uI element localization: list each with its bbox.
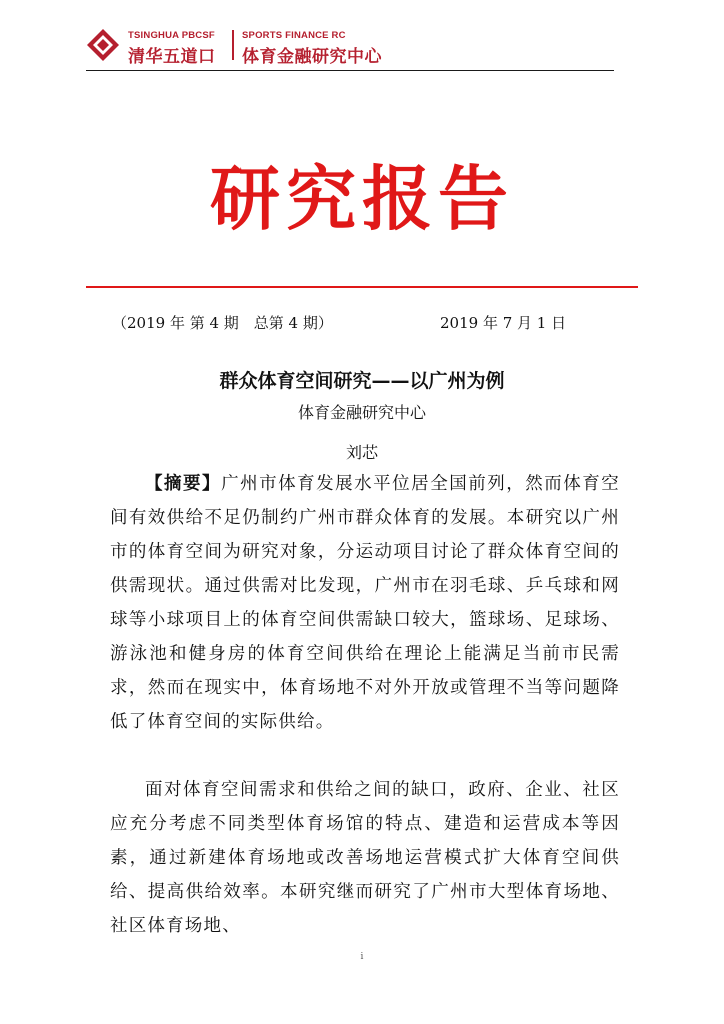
abstract-label: 【摘要】: [145, 474, 222, 494]
article-organization: 体育金融研究中心: [297, 403, 426, 422]
report-header: [86, 24, 406, 67]
abstract-paragraph: [110, 467, 620, 739]
article-title: 群众体育空间研究——以广州为例: [219, 370, 505, 392]
header-rule: [86, 70, 614, 71]
page-number: i: [360, 952, 364, 962]
abstract-text: 广州市体育发展水平位居全国前列，然而体育空间有效供给不足仍制约广州市群众体育的发展。本研究以广州市的体育空间为研究对象，分运动项目讨论了群众体育空间的供需现状。通过供需对比发现，广州市在羽毛球、乒乓球和网球等小球项目上的体育空间供需缺口较大，篮球场、足球场、游泳池和健身房的体育空间供给在理论上能满足当前市民需求，然而在现实中，体育场地不对外开放或管理不当等问题降低了体育空间的实际供给。: [110, 474, 620, 732]
title-red-rule: [86, 286, 638, 288]
article-author: 刘芯: [345, 443, 378, 462]
header-divider: [232, 30, 234, 60]
org-right-en: SPORTS FINANCE RC: [242, 30, 346, 41]
report-title: 研究报告: [210, 157, 514, 240]
org-left-en: TSINGHUA PBCSF: [128, 30, 215, 41]
org-right-cn: 体育金融研究中心: [242, 47, 382, 67]
issue-number: （2019 年 第 4 期 总第 4 期）: [112, 314, 333, 332]
issue-date: 2019 年 7 月 1 日: [440, 314, 567, 332]
tsinghua-pbcsf-logo-icon: [86, 28, 120, 62]
org-left-cn: 清华五道口: [128, 47, 216, 67]
body-paragraph: 面对体育空间需求和供给之间的缺口，政府、企业、社区应充分考虑不同类型体育场馆的特点、建造和运营成本等因素，通过新建体育场地或改善场地运营模式扩大体育空间供给、提高供给效率。本研究继而研究了广州市大型体育场地、社区体育场地、: [110, 780, 620, 936]
